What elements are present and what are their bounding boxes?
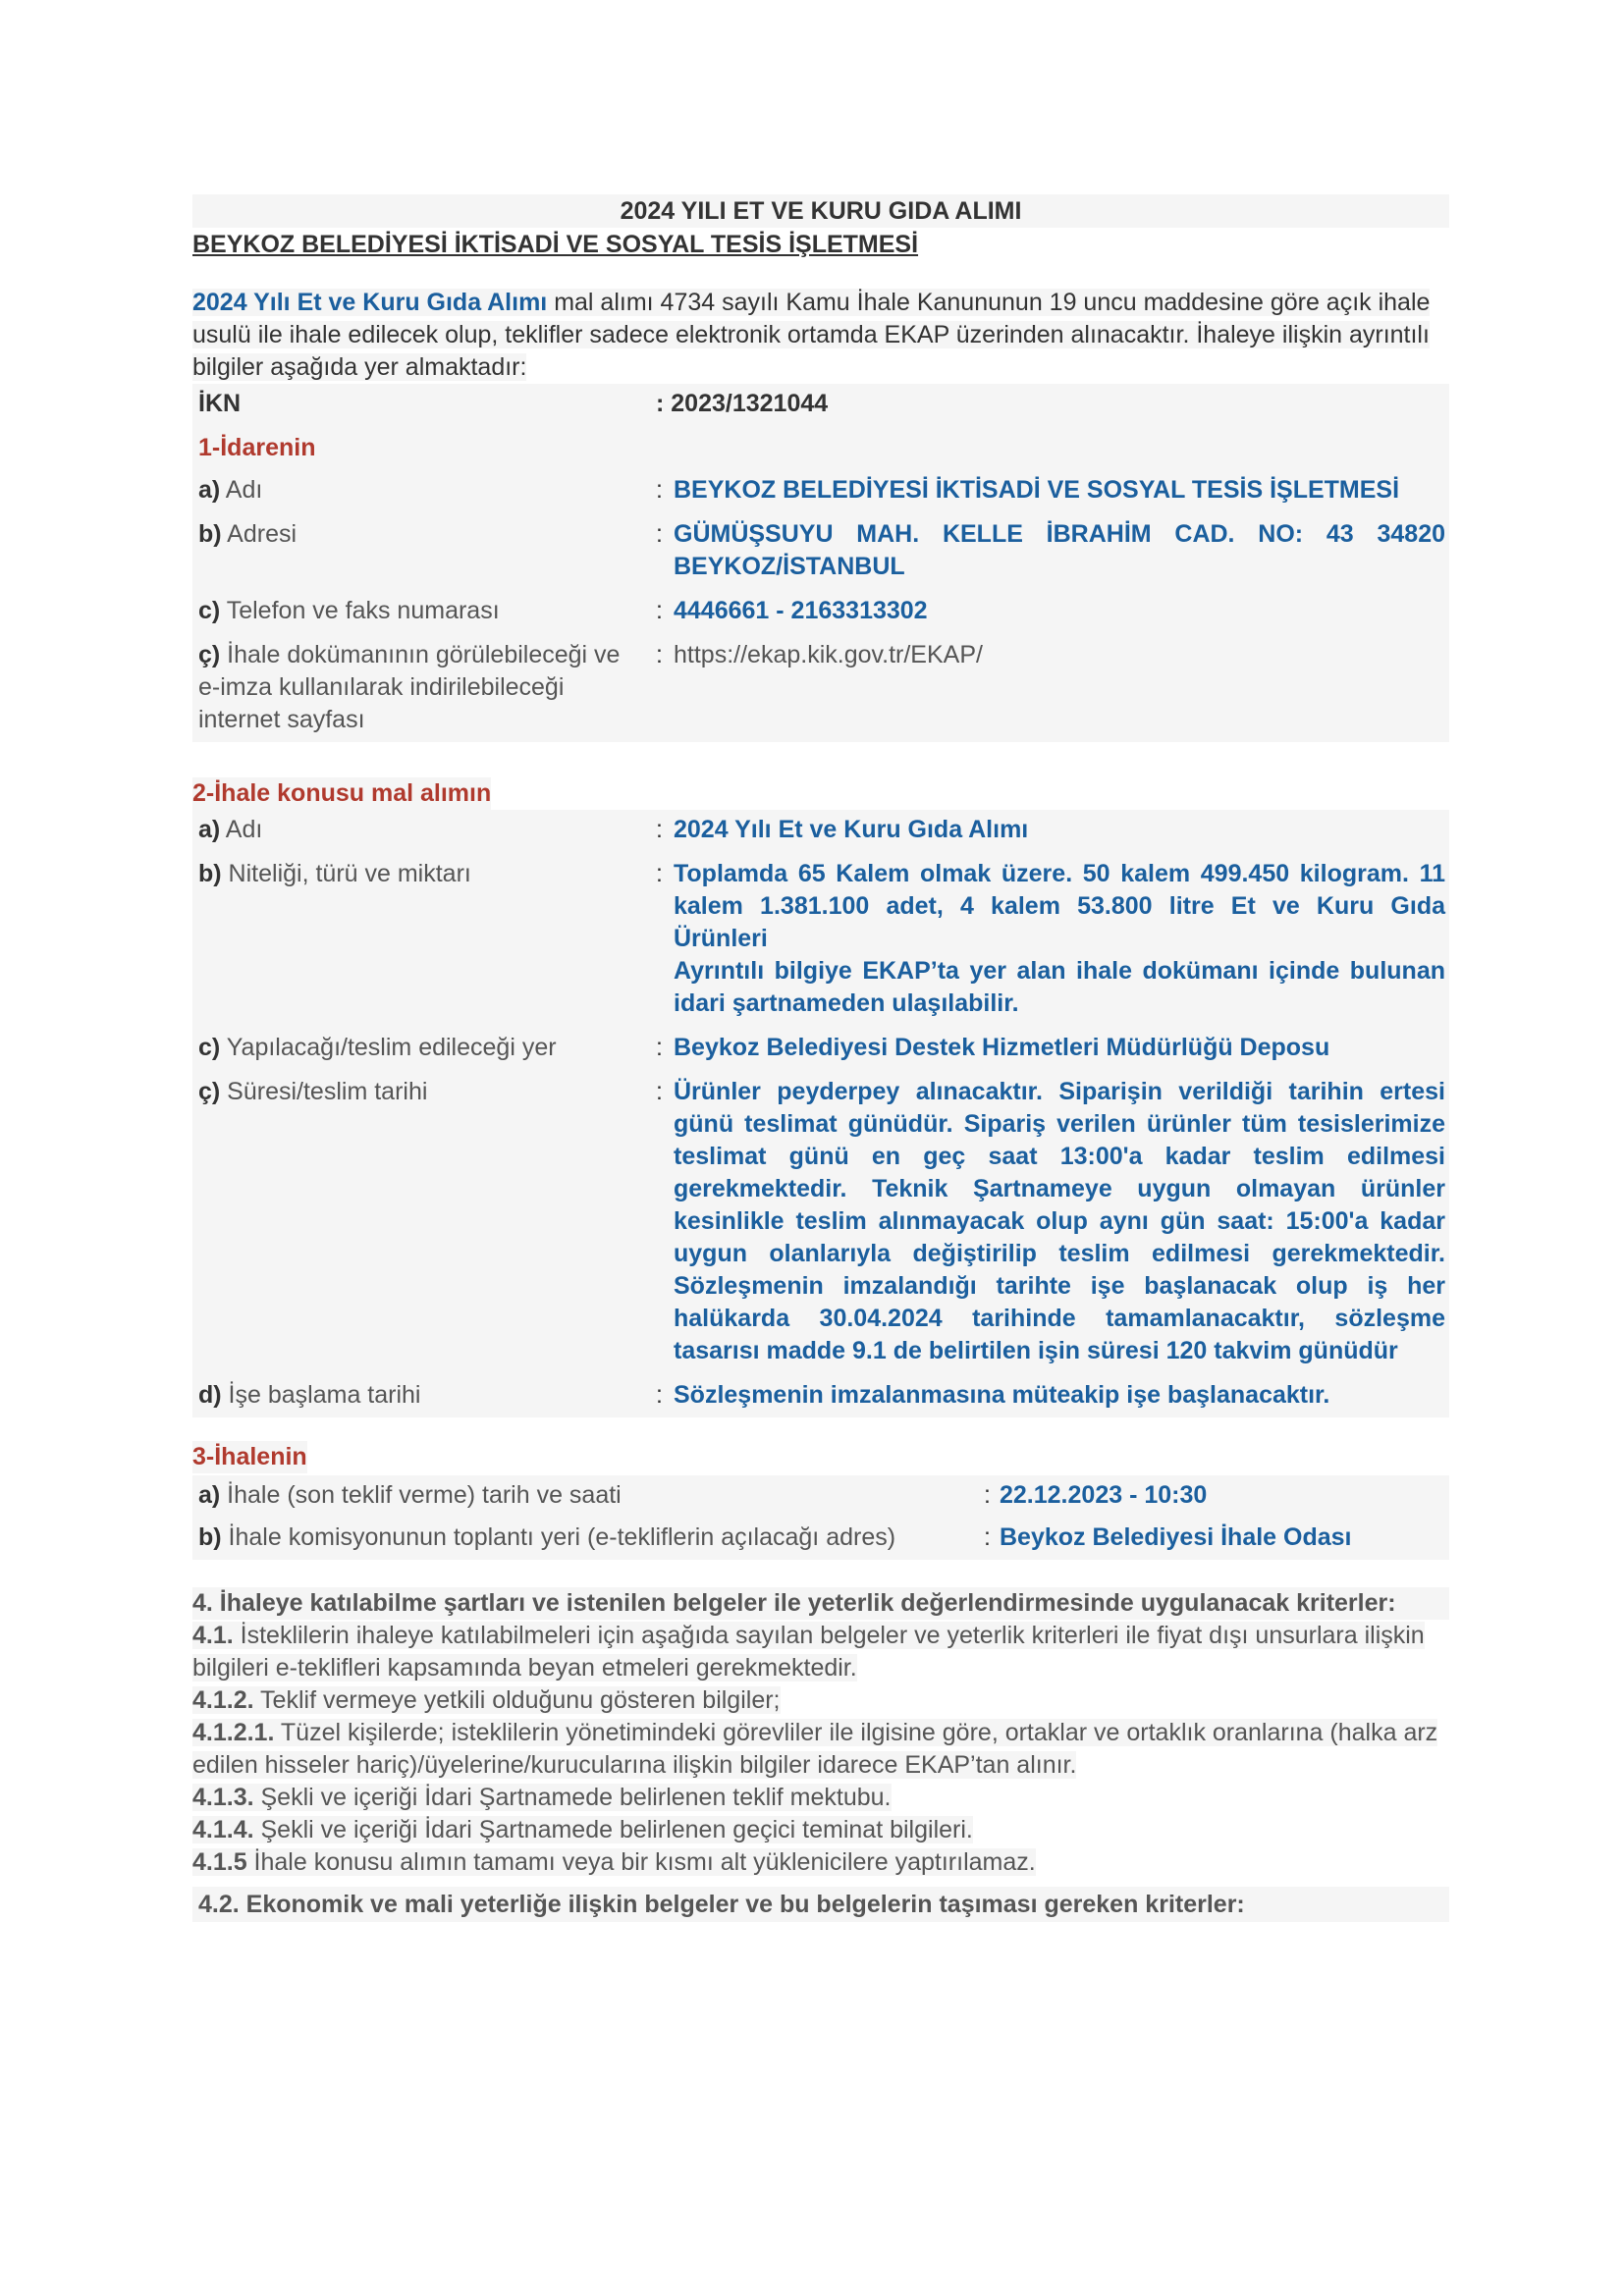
row-label: Adı — [220, 476, 263, 504]
row-key: b) — [198, 520, 222, 548]
row-label: Niteliği, türü ve miktarı — [221, 860, 471, 887]
idare-row-c: c) Telefon ve faks numarası : 4446661 - 2163313302 — [198, 595, 1445, 627]
row-key: d) — [198, 1381, 222, 1409]
ikn-value: : 2023/1321044 — [656, 390, 829, 417]
row-label: İhale komisyonunun toplantı yeri (e-tekliflerin açılacağı adres) — [221, 1523, 896, 1551]
clause-number: 4.1.2. — [192, 1686, 254, 1714]
row-key: ç) — [198, 1078, 221, 1105]
row-label: Telefon ve faks numarası — [220, 597, 500, 624]
konu-row-c: c) Yapılacağı/teslim edileceği yer : Beykoz Belediyesi Destek Hizmetleri Müdürlüğü Deposu — [198, 1032, 1445, 1064]
intro-paragraph — [192, 287, 1449, 384]
row-key: a) — [198, 1481, 221, 1509]
clause-text: Şekli ve içeriği İdari Şartnamede belirlenen teklif mektubu. — [253, 1784, 892, 1811]
row-key: b) — [198, 860, 222, 887]
idare-row-a: a) Adı : BEYKOZ BELEDİYESİ İKTİSADİ VE SOSYAL TESİS İŞLETMESİ — [198, 474, 1445, 507]
konu-quantity-value — [674, 858, 1445, 1020]
section-2-heading: 2-İhale konusu mal alımın — [192, 777, 491, 810]
section-4-heading: 4. İhaleye katılabilme şartları ve istenilen belgeler ile yeterlik değerlendirmesinde uygulanacak kriterler: — [192, 1587, 1449, 1620]
clause-text: İhale konusu alımın tamamı veya bir kısmı alt yüklenicilere yaptırılamaz. — [246, 1848, 1036, 1876]
row-label: Süresi/teslim tarihi — [220, 1078, 428, 1105]
row-key: b) — [198, 1523, 222, 1551]
ihale-row-a: a) İhale (son teklif verme) tarih ve saati : 22.12.2023 - 10:30 — [198, 1479, 1445, 1512]
clause-number: 4.1.5 — [192, 1848, 247, 1876]
idare-name-value: BEYKOZ BELEDİYESİ İKTİSADİ VE SOSYAL TESİS İŞLETMESİ — [674, 476, 1400, 504]
criteria-section — [192, 1587, 1449, 1922]
konu-quantity-text: Toplamda 65 Kalem olmak üzere. 50 kalem 499.450 kilogram. 11 kalem 1.381.100 adet, 4 kalem 53.800 litre Et ve Kuru Gıda Ürünleri — [674, 860, 1445, 952]
intro-tender-name: 2024 Yılı Et ve Kuru Gıda Alımı — [192, 289, 548, 316]
row-label: Yapılacağı/teslim edileceği yer — [220, 1034, 557, 1061]
row-key: c) — [198, 597, 221, 624]
document-page — [192, 194, 1449, 1922]
konu-name-value: 2024 Yılı Et ve Kuru Gıda Alımı — [674, 816, 1029, 843]
idare-phone-value: 4446661 - 2163313302 — [674, 597, 928, 624]
clause-number: 4.1.2.1. — [192, 1719, 275, 1746]
clause-number: 4.1. — [192, 1622, 234, 1649]
konu-row-a: a) Adı : 2024 Yılı Et ve Kuru Gıda Alımı — [198, 814, 1445, 846]
section-3-heading: 3-İhalenin — [192, 1441, 307, 1473]
row-label: Adresi — [221, 520, 298, 548]
section-2-block — [192, 810, 1449, 1417]
section-4-2-heading: 4.2. Ekonomik ve mali yeterliğe ilişkin belgeler ve bu belgelerin taşıması gereken kriterler: — [192, 1887, 1449, 1922]
konu-row-d: d) İşe başlama tarihi : Sözleşmenin imzalanmasına müteakip işe başlanacaktır. — [198, 1379, 1445, 1412]
clause-number: 4.1.4. — [192, 1816, 254, 1843]
document-subtitle: BEYKOZ BELEDİYESİ İKTİSADİ VE SOSYAL TESİS İŞLETMESİ — [192, 231, 919, 258]
section-3-block — [192, 1475, 1449, 1560]
ikn-label: İKN — [198, 390, 242, 417]
row-key: a) — [198, 816, 221, 843]
konu-row-b: b) Niteliği, türü ve miktarı : Toplamda 65 Kalem olmak üzere. 50 kalem 499.450 kilogram. 11 kalem 1.381.100 adet, 4 kalem 53.800 litre Et ve Kuru Gıda Ürünleri Ayrıntılı bilgiye EKAP’ta yer alan ihale dokümanı içinde bulunan idari şartnameden ulaşılabilir. — [198, 858, 1445, 1020]
row-key: a) — [198, 476, 221, 504]
konu-quantity-note: Ayrıntılı bilgiye EKAP’ta yer alan ihale dokümanı içinde bulunan idari şartnameden ulaşılabilir. — [674, 957, 1445, 1017]
ekap-link[interactable]: https://ekap.kik.gov.tr/EKAP/ — [674, 641, 983, 668]
row-label: İhale (son teklif verme) tarih ve saati — [220, 1481, 622, 1509]
clause-text: Şekli ve içeriği İdari Şartnamede belirlenen geçici teminat bilgileri. — [253, 1816, 973, 1843]
intro-text: mal alımı 4734 sayılı Kamu İhale Kanununun 19 uncu maddesine göre açık ihale usulü ile ihale edilecek olup, teklifler sadece elektronik ortamda EKAP üzerinden alınacaktır. İhaleye ilişkin ayrıntılı bilgiler aşağıda yer almaktadır: — [192, 289, 1431, 381]
konu-start-value: Sözleşmenin imzalanmasına müteakip işe başlanacaktır. — [674, 1381, 1330, 1409]
document-title: 2024 YILI ET VE KURU GIDA ALIMI — [192, 194, 1449, 228]
section-1-block — [192, 384, 1449, 742]
clause-number: 4.1.3. — [192, 1784, 254, 1811]
ihale-place-value: Beykoz Belediyesi İhale Odası — [1000, 1523, 1352, 1551]
row-label: Adı — [220, 816, 263, 843]
clause-text: Tüzel kişilerde; isteklilerin yönetimindeki görevliler ile ilgisine göre, ortaklar ve ortaklık oranlarına (halka arz edilen hisseler hariç)/üyelerine/kurucularına ilişkin bilgiler idarece EKAP’tan alınır. — [192, 1719, 1438, 1779]
row-key: c) — [198, 1034, 221, 1061]
row-key: ç) — [198, 641, 221, 668]
konu-row-c2: ç) Süresi/teslim tarihi : Ürünler peyderpey alınacaktır. Siparişin verildiği tarihin ertesi günü teslimat günüdür. Sipariş verilen ürünler tüm tesislerimize teslimat günü en geç saat 13:00'a kadar teslim edilmesi gerekmektedir. Teknik Şartnameye uygun olmayan ürünler kesinlikle teslim alınmayacak olup aynı gün saat: 15:00'a kadar uygun olanlarıyla değiştirilip teslim edilmesi gerekmektedir. Sözleşmenin imzalandığı tarihte işe başlanacak olup iş her halükarda 30.04.2024 tarihinde tamamlanacaktır, sözleşme tasarısı madde 9.1 de belirtilen işin süresi 120 takvim günüdür — [198, 1076, 1445, 1367]
konu-place-value: Beykoz Belediyesi Destek Hizmetleri Müdürlüğü Deposu — [674, 1034, 1330, 1061]
row-label: İşe başlama tarihi — [221, 1381, 421, 1409]
row-label: İhale dokümanının görülebileceği ve e-imza kullanılarak indirilebileceği internet sayfası — [198, 641, 621, 733]
clause-text: Teklif vermeye yetkili olduğunu gösteren bilgiler; — [253, 1686, 781, 1714]
ihale-date-value: 22.12.2023 - 10:30 — [1000, 1481, 1208, 1509]
ihale-row-b: b) İhale komisyonunun toplantı yeri (e-tekliflerin açılacağı adres) : Beykoz Belediyesi İhale Odası — [198, 1522, 1445, 1554]
konu-duration-value: Ürünler peyderpey alınacaktır. Siparişin verildiği tarihin ertesi günü teslimat günüdür. Sipariş verilen ürünler tüm tesislerimize teslimat günü en geç saat 13:00'a kadar teslim edilmesi gerekmektedir. Teknik Şartnameye uygun olmayan ürünler kesinlikle teslim alınmayacak olup aynı gün saat: 15:00'a kadar uygun olanlarıyla değiştirilip teslim edilmesi gerekmektedir. Sözleşmenin imzalandığı tarihte işe başlanacak olup iş her halükarda 30.04.2024 tarihinde tamamlanacaktır, sözleşme tasarısı madde 9.1 de belirtilen işin süresi 120 takvim günüdür — [674, 1078, 1445, 1364]
idare-row-c2: ç) İhale dokümanının görülebileceği ve e-imza kullanılarak indirilebileceği internet sayfası : https://ekap.kik.gov.tr/EKAP/ — [198, 639, 1445, 736]
clause-text: İsteklilerin ihaleye katılabilmeleri için aşağıda sayılan belgeler ve yeterlik kriterleri ile fiyat dışı unsurlara ilişkin bilgileri e-teklifleri kapsamında beyan etmeleri gerekmektedir. — [192, 1622, 1425, 1682]
idare-row-b: b) Adresi : GÜMÜŞSUYU MAH. KELLE İBRAHİM CAD. NO: 43 34820 BEYKOZ/İSTANBUL — [198, 518, 1445, 583]
ikn-row — [198, 388, 1445, 420]
idare-address-value: GÜMÜŞSUYU MAH. KELLE İBRAHİM CAD. NO: 43 34820 BEYKOZ/İSTANBUL — [674, 520, 1445, 580]
section-1-heading: 1-İdarenin — [198, 434, 316, 461]
